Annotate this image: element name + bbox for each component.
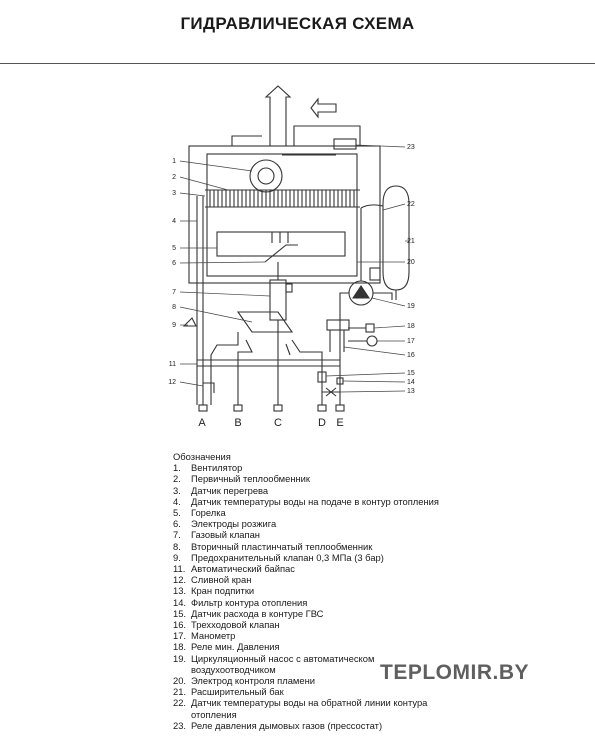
legend-items xyxy=(173,462,451,731)
legend-item-number: 22. xyxy=(173,697,187,709)
connection-label: C xyxy=(274,417,282,429)
legend xyxy=(173,451,451,731)
legend-item-number: 11. xyxy=(173,563,186,575)
legend-item-text: Циркуляционный насос с автоматическом воздухоотводчиком xyxy=(191,652,375,675)
legend-item-text: Первичный теплообменник xyxy=(191,473,311,485)
connection-label: B xyxy=(234,417,242,429)
legend-item-text: Электрод контроля пламени xyxy=(191,675,316,687)
legend-item-number: 8. xyxy=(173,540,181,552)
drain-cock xyxy=(203,383,214,393)
legend-item-number: 23. xyxy=(173,719,187,731)
min-pressure-switch xyxy=(366,324,374,332)
air-vent xyxy=(370,268,380,280)
legend-item-text: Электроды розжига xyxy=(191,518,277,530)
callout-number: 21 xyxy=(407,238,415,245)
callout-number: 9 xyxy=(172,322,176,329)
legend-item-number: 16. xyxy=(173,619,187,631)
callout-number: 17 xyxy=(407,338,415,345)
callout-number: 16 xyxy=(407,352,415,359)
legend-item-number: 15. xyxy=(173,607,187,619)
fan-hub xyxy=(258,168,274,184)
fan xyxy=(250,160,282,192)
legend-item-text: Фильтр контура отопления xyxy=(191,596,308,608)
legend-item-text: Автоматический байпас xyxy=(191,563,295,575)
legend-item-text: Сливной кран xyxy=(191,574,252,586)
legend-item-number: 12. xyxy=(173,574,187,586)
legend-item-text: Предохранительный клапан 0,3 МПа (3 бар) xyxy=(191,551,384,563)
legend-item xyxy=(173,608,451,619)
legend-item-number: 6. xyxy=(173,518,181,530)
legend-item xyxy=(173,552,451,563)
callout-number: 12 xyxy=(168,379,176,386)
callout-number: 13 xyxy=(407,388,415,395)
connection-taps xyxy=(199,405,344,411)
legend-item xyxy=(173,574,451,585)
legend-item-text: Реле давления дымовых газов (прессостат) xyxy=(191,719,383,731)
gas-valve xyxy=(270,280,286,320)
legend-item xyxy=(173,485,451,496)
callout-number: 19 xyxy=(407,303,415,310)
callout-number: 7 xyxy=(172,289,176,296)
callout-number: 22 xyxy=(407,201,415,208)
legend-item-number: 17. xyxy=(173,630,187,642)
legend-item xyxy=(173,563,451,574)
legend-item-number: 3. xyxy=(173,484,181,496)
legend-item-text: Горелка xyxy=(191,507,226,519)
legend-item xyxy=(173,462,451,473)
burner xyxy=(217,232,345,256)
legend-item xyxy=(173,518,451,529)
ignition-electrodes xyxy=(265,232,298,262)
legend-item xyxy=(173,619,451,630)
legend-item-text: Манометр xyxy=(191,630,236,642)
primary-heat-exchanger xyxy=(210,190,354,207)
heating-flow-pipe xyxy=(197,196,203,320)
callout-number: 11 xyxy=(168,361,176,368)
connection-label: A xyxy=(198,417,206,429)
flue-hood xyxy=(232,126,360,146)
expansion-tank xyxy=(383,186,409,290)
legend-item-text: Датчик перегрева xyxy=(191,484,269,496)
legend-item-text: Датчик температуры воды на обратной линии контура отопления xyxy=(191,697,428,720)
three-way-valve xyxy=(327,320,349,330)
legend-item-text: Газовый клапан xyxy=(191,529,260,541)
legend-item xyxy=(173,686,451,697)
callout-number: 14 xyxy=(407,379,415,386)
flue-pipe xyxy=(266,86,290,146)
legend-item xyxy=(173,541,451,552)
legend-item-number: 14. xyxy=(173,596,187,608)
legend-item-text: Датчик температуры воды на подаче в контур отопления xyxy=(191,495,439,507)
legend-heading: Обозначения xyxy=(173,451,231,462)
legend-item-number: 19. xyxy=(173,652,187,664)
connection-label: D xyxy=(318,417,326,429)
air-intake-arrow xyxy=(311,99,336,117)
callout-number: 2 xyxy=(172,174,176,181)
legend-item xyxy=(173,697,451,719)
watermark: TEPLOMIR.BY xyxy=(380,661,530,684)
callout-number: 20 xyxy=(407,259,415,266)
callout-number: 3 xyxy=(172,190,176,197)
callout-number: 23 xyxy=(407,144,415,151)
hydraulic-diagram xyxy=(0,70,595,440)
callout-number: 8 xyxy=(172,304,176,311)
legend-item xyxy=(173,720,451,731)
legend-item xyxy=(173,529,451,540)
callout-number: 15 xyxy=(407,370,415,377)
legend-item xyxy=(173,496,451,507)
title-divider xyxy=(0,63,595,64)
legend-item xyxy=(173,630,451,641)
legend-item-text: Реле мин. Давления xyxy=(191,641,280,653)
callout-number: 4 xyxy=(172,218,176,225)
legend-item-number: 2. xyxy=(173,473,181,485)
callout-number: 5 xyxy=(172,245,176,252)
legend-item xyxy=(173,641,451,652)
legend-item-number: 21. xyxy=(173,686,187,698)
legend-item xyxy=(173,585,451,596)
page-title: ГИДРАВЛИЧЕСКАЯ СХЕМА xyxy=(180,14,415,33)
legend-item-text: Вторичный пластинчатый теплообменник xyxy=(191,540,373,552)
legend-item-text: Датчик расхода в контуре ГВС xyxy=(191,607,324,619)
legend-item-number: 9. xyxy=(173,551,181,563)
legend-item-text: Кран подпитки xyxy=(191,585,255,597)
legend-item-text: Расширительный бак xyxy=(191,686,284,698)
legend-item-text: Трехходовой клапан xyxy=(191,619,280,631)
legend-item xyxy=(173,597,451,608)
automatic-bypass xyxy=(197,360,340,366)
legend-item-number: 20. xyxy=(173,675,187,687)
callout-number: 6 xyxy=(172,260,176,267)
legend-item-number: 4. xyxy=(173,495,181,507)
legend-item-number: 13. xyxy=(173,585,187,597)
legend-item-text: Вентилятор xyxy=(191,462,243,474)
callout-number: 18 xyxy=(407,323,415,330)
secondary-heat-exchanger xyxy=(238,312,292,332)
pressure-switch xyxy=(334,139,356,149)
legend-item xyxy=(173,473,451,484)
legend-item-number: 1. xyxy=(173,462,181,474)
legend-item xyxy=(173,507,451,518)
callout-number: 1 xyxy=(172,158,176,165)
pressure-gauge xyxy=(367,336,377,346)
legend-item-number: 5. xyxy=(173,507,181,519)
connection-label: E xyxy=(336,417,344,429)
legend-item-number: 7. xyxy=(173,529,181,541)
legend-item-number: 18. xyxy=(173,641,187,653)
